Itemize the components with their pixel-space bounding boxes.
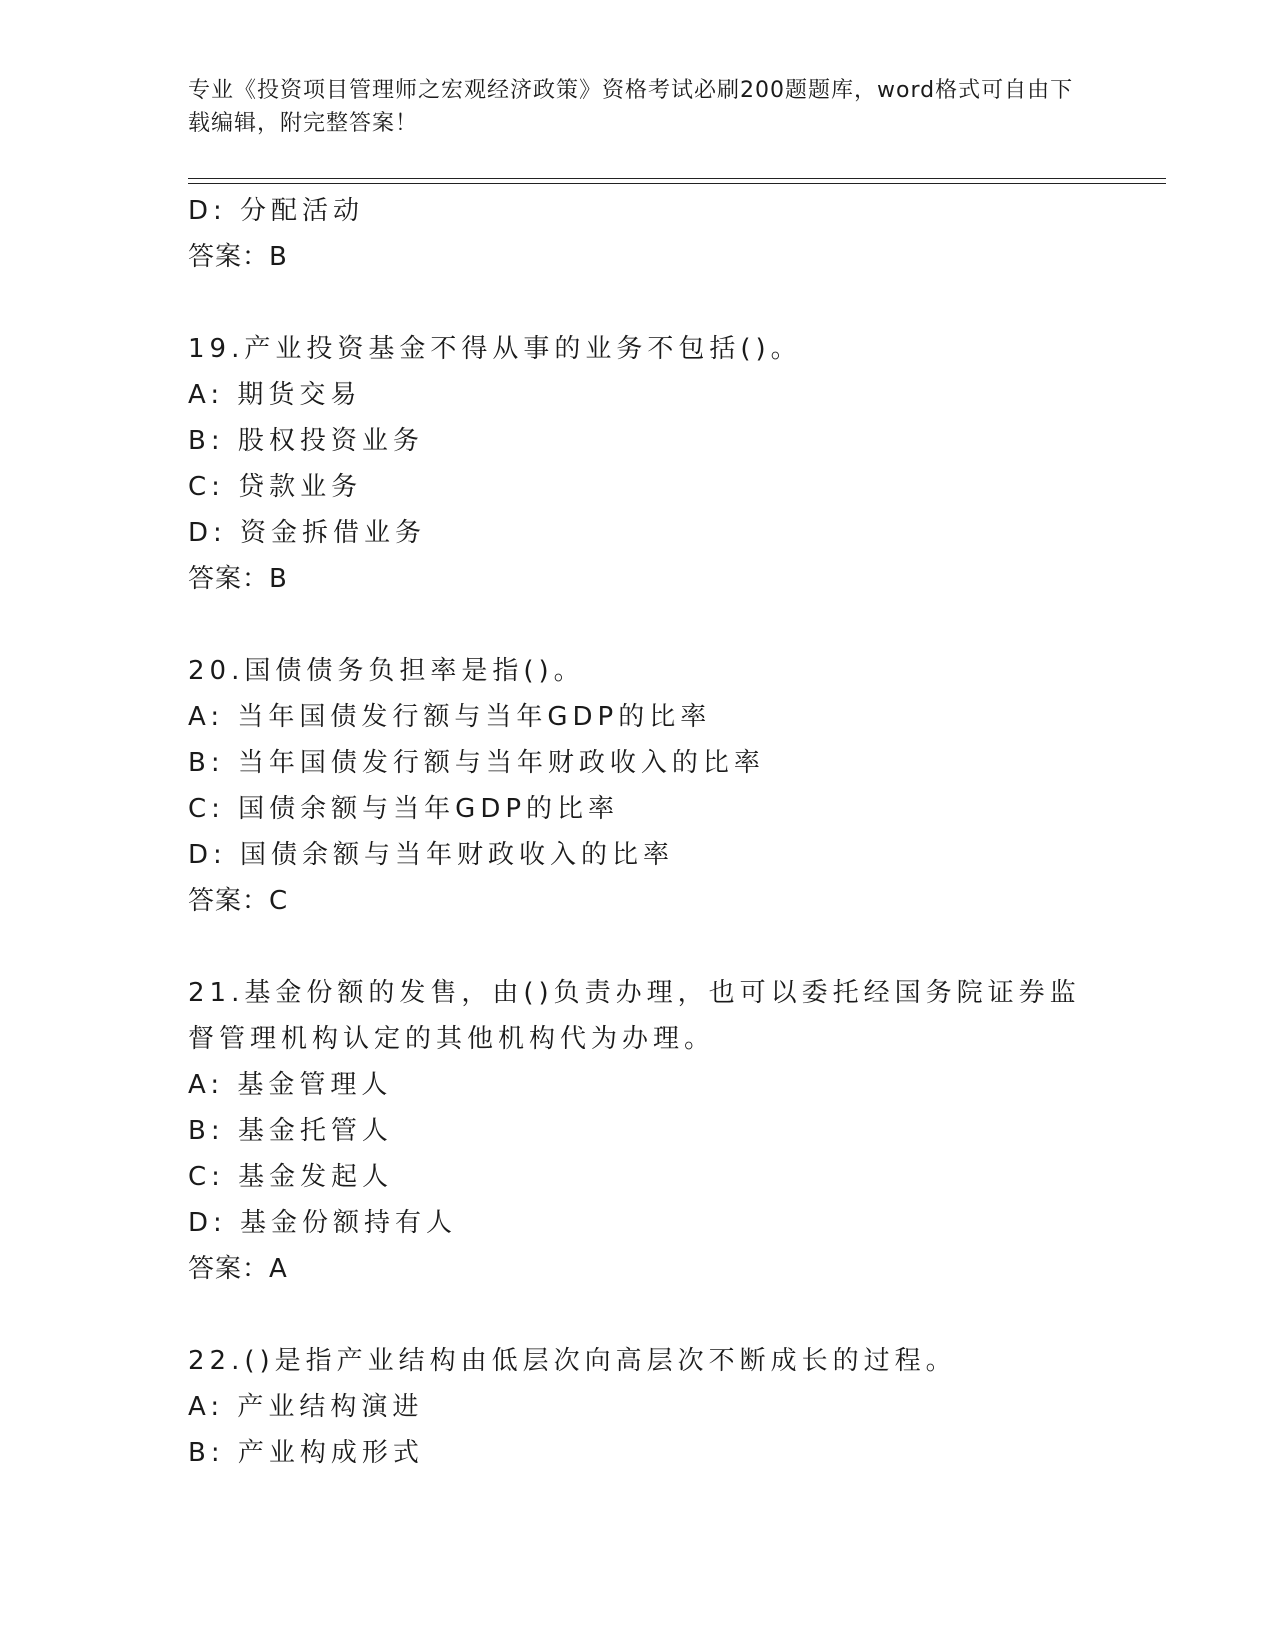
option-c: C: 贷款业务 (188, 472, 363, 502)
answer: 答案：A (188, 1254, 288, 1284)
prev-option-d: D: 分配活动 (188, 196, 365, 226)
option-b: B: 当年国债发行额与当年财政收入的比率 (188, 748, 765, 778)
question-stem: 21.基金份额的发售，由()负责办理，也可以委托经国务院证券监督管理机构认定的其他机构代为办理。 (188, 978, 1081, 1054)
option-a: A: 基金管理人 (188, 1070, 393, 1100)
option-d: D: 国债余额与当年财政收入的比率 (188, 840, 675, 870)
answer: 答案：C (188, 886, 289, 916)
option-a: A: 期货交易 (188, 380, 362, 410)
header-rule-top (188, 178, 1166, 179)
option-c: C: 基金发起人 (188, 1162, 394, 1192)
question-19 (188, 326, 1168, 602)
question-stem: 22.()是指产业结构由低层次向高层次不断成长的过程。 (188, 1346, 957, 1376)
question-list (188, 188, 1168, 1476)
option-b: B: 基金托管人 (188, 1116, 393, 1146)
header-rule-bottom (188, 183, 1166, 184)
option-b: B: 股权投资业务 (188, 426, 424, 456)
option-a: A: 当年国债发行额与当年GDP的比率 (188, 702, 712, 732)
spacer (188, 602, 1168, 648)
spacer (188, 280, 1168, 326)
question-stem: 20.国债债务负担率是指()。 (188, 656, 585, 686)
question-21 (188, 970, 1168, 1292)
prev-answer: 答案：B (188, 242, 288, 272)
answer: 答案：B (188, 564, 288, 594)
option-b: B: 产业构成形式 (188, 1438, 424, 1468)
spacer (188, 924, 1168, 970)
question-stem: 19.产业投资基金不得从事的业务不包括()。 (188, 334, 802, 364)
spacer (188, 1292, 1168, 1338)
question-22 (188, 1338, 1168, 1476)
option-c: C: 国债余额与当年GDP的比率 (188, 794, 620, 824)
option-d: D: 资金拆借业务 (188, 518, 427, 548)
option-a: A: 产业结构演进 (188, 1392, 424, 1422)
question-20 (188, 648, 1168, 924)
document-header: 专业《投资项目管理师之宏观经济政策》资格考试必刷200题题库，word格式可自由下载编辑，附完整答案！ (188, 78, 1074, 136)
option-d: D: 基金份额持有人 (188, 1208, 458, 1238)
